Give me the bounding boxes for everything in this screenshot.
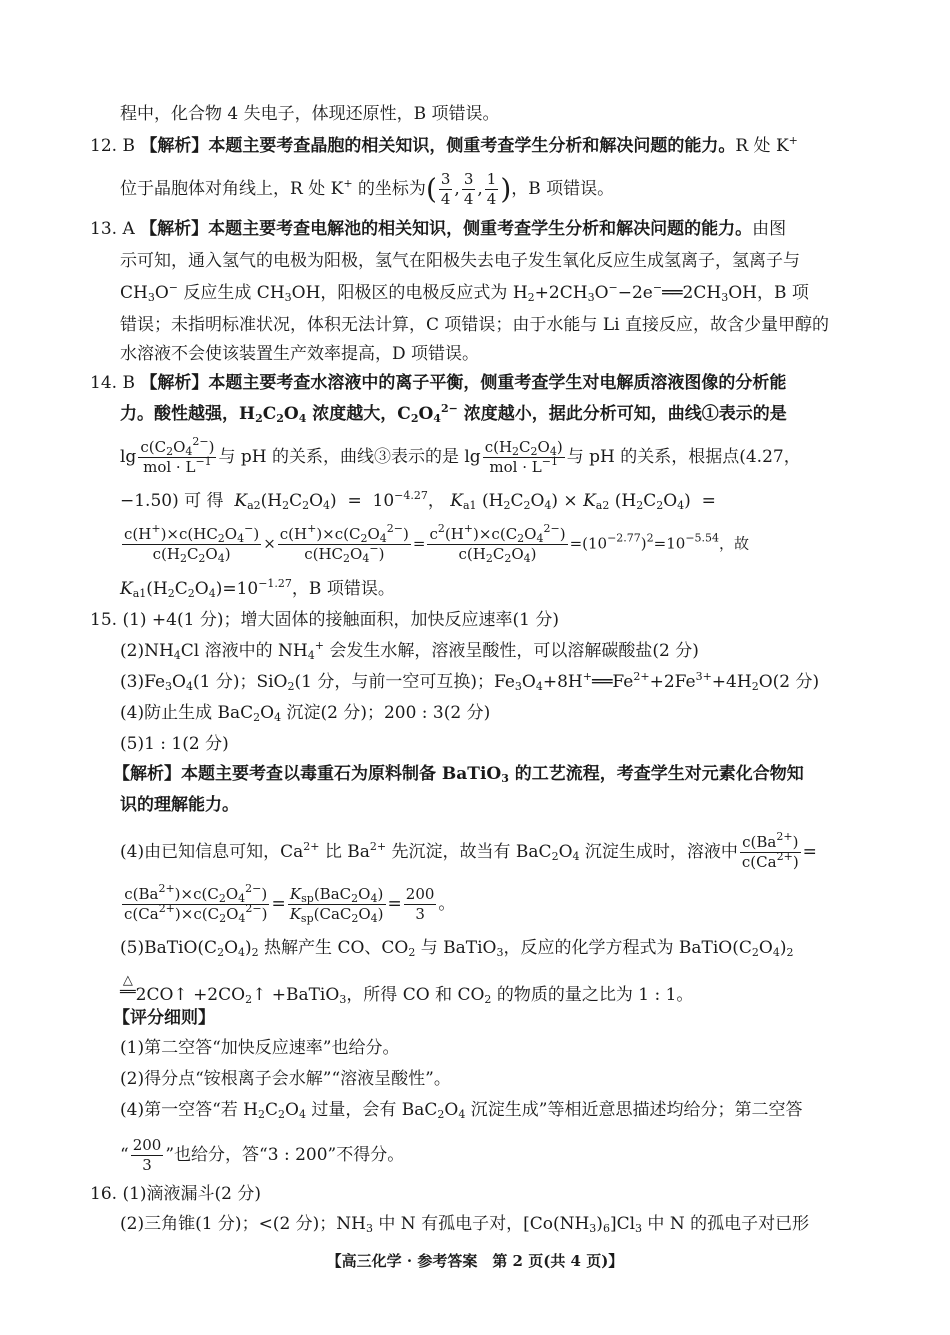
question-15-step4-formula: $\frac{c(Ba^{2+})\times c(C_2O_4^{2-})}{c(Ca^{2+})\times c(C_2O_4^{2-})}$ = $\frac{K_{sp}(BaC_2O_4)}{K_{sp}(CaC_2O_4)}$ = $\frac{200}{3}$ 。 [124,882,456,925]
question-14-line4: −1.50) 可 得 $K_{a2}(H_2C_2O_4) = 10^{-4.27}$， $K_{a1}$ $(H_2C_2O_4) \times K_{a2}$ $(H_2C_2O_4)$ = [120,489,716,512]
question-15-analysis: 【解析】本题主要考查以毒重石为原料制备 BaTiO$_3$ 的工艺流程，考查学生对元素化合物知 [113,764,804,785]
question-16-line2: (2)三角锥(1 分)；<(2 分)；$NH_3$ 中 N 有孤电子对，$[Co(NH_3)_6]Cl_3$ 中 N 的孤电子对已形 [120,1214,810,1235]
question-16-line1: 16. (1)滴液漏斗(2 分) [90,1184,262,1204]
question-15-line4: (4)防止生成 $BaC_2O_4$ 沉淀(2 分)；200 : 3(2 分) [120,703,491,724]
question-13-line2: 示可知，通入氢气的电极为阳极，氢气在阳极失去电子发生氧化反应生成氢离子，氢离子与 [120,251,800,271]
question-15-line2: $(2)NH_4Cl$ 溶液中的 $NH_4^+$ 会发生水解，溶液呈酸性，可以溶解碳酸盐(2 分) [120,639,699,662]
question-15-step5: $(5)BaTiO(C_2O_4)_2$ 热解产生 CO、$CO_2$ 与 BaTiO$_3$，反应的化学方程式为 $BaTiO(C_2O_4)_2$ [120,938,794,959]
text-line: 程中，化合物 4 失电子，体现还原性，B 项错误。 [120,104,500,124]
question-14-line6: $K_{a1}(H_2C_2O_4)=10^{-1.27}$，B 项错误。 [120,577,395,600]
question-13-line4: 错误；未指明标准状况，体积无法计算，C 项错误；由于水能与 Li 直接反应，故含少量甲醇的 [120,315,829,335]
question-14-line5: $\frac{c(H^+)\times c(HC_2O_4^-)}{c(H_2C_2O_4)}$ × $\frac{c(H^+)\times c(C_2O_4^{2-})}{c(HC_2O_4^-)}$ = $\frac{c^2(H^+)\times c(C_2O_4^{2-})}{c(H_2C_2O_4)}$ $=(10^{-2.77})^2=10^{-5.54}$，故 [124,522,750,565]
question-14-line2: 力。酸性越强，$H_2C_2O_4$ 浓度越大，$C_2O_4^{2-}$ 浓度越小，据此分析可知，曲线①表示的是 [120,402,787,425]
question-15-line3: $(3)Fe_3O_4(1$ 分)；SiO$_2$(1 分，与前一空可互换)；$Fe_3O_4+8H^+══Fe^{2+}+2Fe^{3+}+4H_2O(2$ 分) [120,670,820,693]
scoring-rule-2: (2)得分点“铵根离子会水解”“溶液呈酸性”。 [120,1069,451,1089]
scoring-rule-4: (4)第一空答“若 $H_2C_2O_4$ 过量，会有 $BaC_2O_4$ 沉淀生成”等相近意思描述均给分；第二空答 [120,1100,803,1121]
scoring-rules-title: 【评分细则】 [113,1008,215,1028]
question-13-line1: 13. A 【解析】本题主要考查电解池的相关知识，侧重考查学生分析和解决问题的能力。由图 [90,219,787,239]
question-12-line2: 位于晶胞体对角线上，R 处 K+ 的坐标为( $\frac{3}{4}$ , $\frac{3}{4}$ , $\frac{1}{4}$ )，B 项错误。 [120,170,615,208]
question-13-line3: $CH_3O^-$ 反应生成 $CH_3OH$，阳极区的电极反应式为 $H_2+2CH_3O^--2e^-══2CH_3OH$，B 项 [120,281,809,304]
question-15-line1: 15. (1) +4(1 分)；增大固体的接触面积，加快反应速率(1 分) [90,610,559,630]
question-13-line5: 水溶液不会使该装置生产效率提高，D 项错误。 [120,344,480,364]
question-12-line1: 12. B 【解析】本题主要考查晶胞的相关知识，侧重考查学生分析和解决问题的能力。R 处 K+ [90,134,798,156]
question-14-line3: lg $\frac{c(C_2O_4^{2-})}{mol \cdot L^{-1}}$ 与 pH 的关系，曲线③表示的是 lg $\frac{c(H_2C_2O_4)}{mol \cdot L^{-1}}$ 与 pH 的关系，根据点(4.27， [120,435,801,476]
question-14-line1: 14. B 【解析】本题主要考查水溶液中的离子平衡，侧重考查学生对电解质溶液图像的分析能 [90,373,787,393]
scoring-rule-1: (1)第二空答“加快反应速率”也给分。 [120,1038,400,1058]
page-footer: 【高三化学 · 参考答案 第 2 页(共 4 页)】 [326,1252,624,1270]
question-15-analysis-2: 识的理解能力。 [120,795,239,815]
question-15-step5b: △ ══2CO↑ $+2CO_2↑$ +BaTiO$_3$，所得 CO 和 $CO_2$ 的物质的量之比为 1 : 1。 [120,973,694,1006]
scoring-rule-4b: “ $\frac{200}{3}$ ”也给分，答“3 : 200”不得分。 [120,1136,405,1174]
question-15-step4: (4)由已知信息可知，$Ca^{2+}$ 比 $Ba^{2+}$ 先沉淀，故当有 $BaC_2O_4$ 沉淀生成时，溶液中 $\frac{c(Ba^{2+})}{c(Ca^{2+})}$ = [120,830,817,871]
question-15-line5: (5)1 : 1(2 分) [120,734,229,754]
